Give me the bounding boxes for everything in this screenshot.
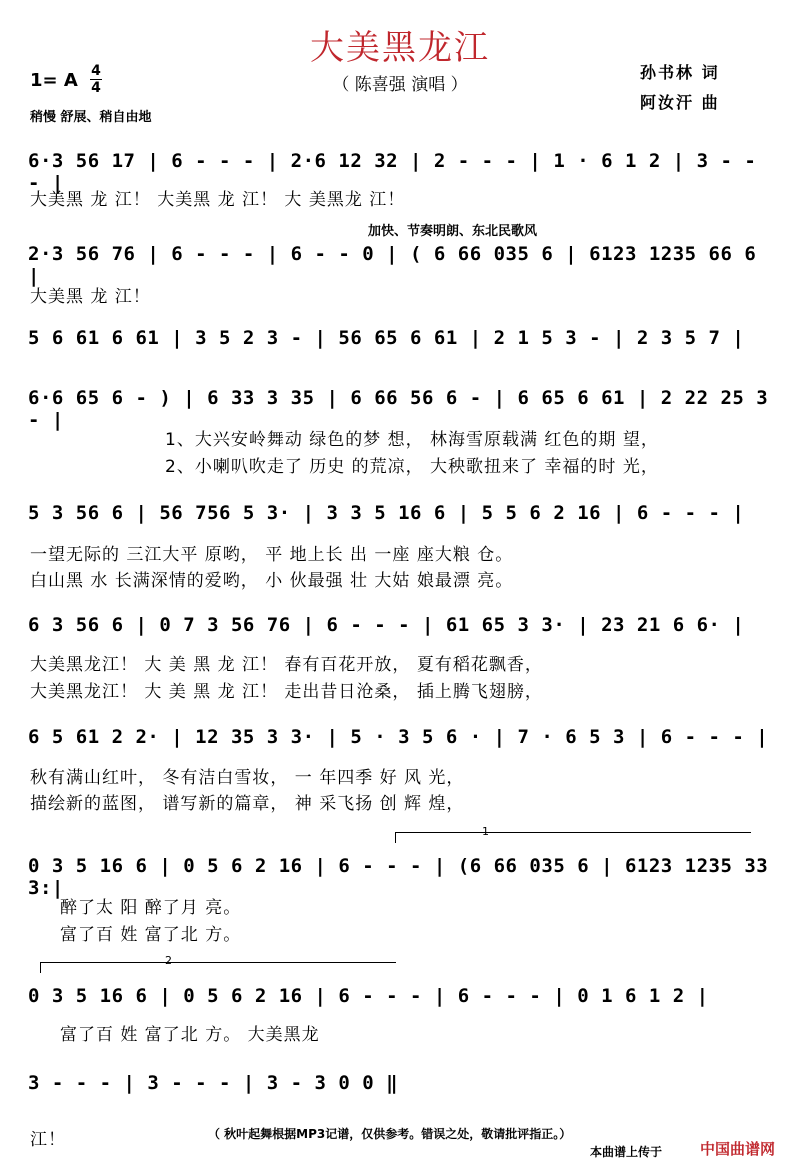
score-line-8 (28, 855, 770, 899)
lyrics-line-6-verse-1: 大美黑龙江！ 大 美 黑 龙 江！ 春有百花开放， 夏有稻花飘香， (30, 655, 543, 675)
notes-line-5: 5 3 56 6 | 56 756 5 3· | 3 3 5 16 6 | 5 5 6 2 16 | 6 - - - | (28, 502, 745, 524)
transcription-footnote: （ 秋叶起舞根据MP3记谱，仅供参考。错误之处，敬请批评指正。） (208, 1127, 572, 1141)
lyrics-line-4-verse-2: 2、小喇叭吹走了 历史 的荒凉， 大秧歌扭来了 幸福的时 光， (165, 457, 659, 477)
score-line-10 (28, 1072, 770, 1100)
lyrics-line-9: 富了百 姓 富了北 方。 大美黑龙 (60, 1025, 320, 1045)
lyrics-line-7-verse-1: 秋有满山红叶， 冬有洁白雪妆， 一 年四季 好 风 光， (30, 768, 465, 788)
lyrics-line-1: 大美黑 龙 江！ 大美黑 龙 江！ 大 美黑龙 江！ (30, 190, 406, 210)
time-top: 4 (91, 63, 101, 79)
composer-credit: 阿汝汗 曲 (640, 93, 720, 112)
lyrics-line-6-verse-2: 大美黑龙江！ 大 美 黑 龙 江！ 走出昔日沧桑， 插上腾飞翅膀， (30, 682, 543, 702)
notes-line-4: 6·6 65 6 - ) | 6 33 3 35 | 6 66 56 6 - | 6 65 6 61 | 2 22 25 3 - | (28, 387, 769, 431)
tempo-change-marking: 加快、节奏明朗、东北民歌风 (368, 224, 538, 239)
lyricist-credit: 孙书林 词 (640, 63, 720, 82)
time-bottom: 4 (91, 80, 101, 96)
volta-bracket-1 (395, 832, 751, 843)
lyrics-line-10: 江！ (30, 1130, 66, 1150)
score-line-7 (28, 726, 770, 754)
volta-bracket-2 (40, 962, 396, 973)
volta-number-1: 1 (482, 825, 489, 838)
notes-line-3: 5 6 61 6 61 | 3 5 2 3 - | 56 65 6 61 | 2 1 5 3 - | 2 3 5 7 | (28, 327, 745, 349)
site-logo: 中国曲谱网 (700, 1140, 776, 1158)
key-signature: 1= A (30, 70, 78, 91)
lyrics-line-4-verse-1: 1、大兴安岭舞动 绿色的梦 想， 林海雪原载满 红色的期 望， (165, 430, 659, 450)
score-line-5 (28, 502, 770, 530)
upload-note: 本曲谱上传于 (590, 1145, 663, 1159)
song-title: 大美黑龙江 (310, 28, 490, 68)
lyrics-line-2: 大美黑 龙 江！ (30, 287, 151, 307)
lyrics-line-8-verse-2: 富了百 姓 富了北 方。 (60, 925, 242, 945)
lyrics-line-5-verse-2: 白山黑 水 长满深情的爱哟， 小 伙最强 壮 大姑 娘最漂 亮。 (30, 571, 514, 591)
score-line-9 (28, 985, 770, 1013)
notes-line-7: 6 5 61 2 2· | 12 35 3 3· | 5 · 3 5 6 · | 7 · 6 5 3 | 6 - - - | (28, 726, 769, 748)
score-line-2 (28, 243, 770, 287)
notes-line-10: 3 - - - | 3 - - - | 3 - 3 0 0 ‖ (28, 1072, 399, 1094)
score-line-6 (28, 614, 770, 642)
tempo-marking: 稍慢 舒展、稍自由地 (30, 110, 152, 125)
notes-line-2: 2·3 56 76 | 6 - - - | 6 - - 0 | ( 6 66 035 6 | 6123 1235 66 6 | (28, 243, 757, 287)
score-line-3 (28, 327, 770, 355)
notes-line-9: 0 3 5 16 6 | 0 5 6 2 16 | 6 - - - | 6 - - - | 0 1 6 1 2 | (28, 985, 709, 1007)
notes-line-8: 0 3 5 16 6 | 0 5 6 2 16 | 6 - - - | (6 66 035 6 | 6123 1235 33 3:| (28, 855, 769, 899)
notes-line-6: 6 3 56 6 | 0 7 3 56 76 | 6 - - - | 61 65 3 3· | 23 21 6 6· | (28, 614, 745, 636)
lyrics-line-7-verse-2: 描绘新的蓝图， 谱写新的篇章， 神 采飞扬 创 辉 煌， (30, 794, 465, 814)
score-line-1 (28, 150, 770, 194)
score-line-4 (28, 387, 770, 431)
time-signature (90, 64, 102, 95)
lyrics-line-8-verse-1: 醉了太 阳 醉了月 亮。 (60, 898, 242, 918)
lyrics-line-5-verse-1: 一望无际的 三江大平 原哟， 平 地上长 出 一座 座大粮 仓。 (30, 545, 514, 565)
volta-number-2: 2 (165, 954, 172, 967)
notes-line-1: 6·3 56 17 | 6 - - - | 2·6 12 32 | 2 - - - | 1 · 6 1 2 | 3 - - - | (28, 150, 757, 194)
singer-credit: （ 陈喜强 演唱 ） (332, 75, 468, 95)
